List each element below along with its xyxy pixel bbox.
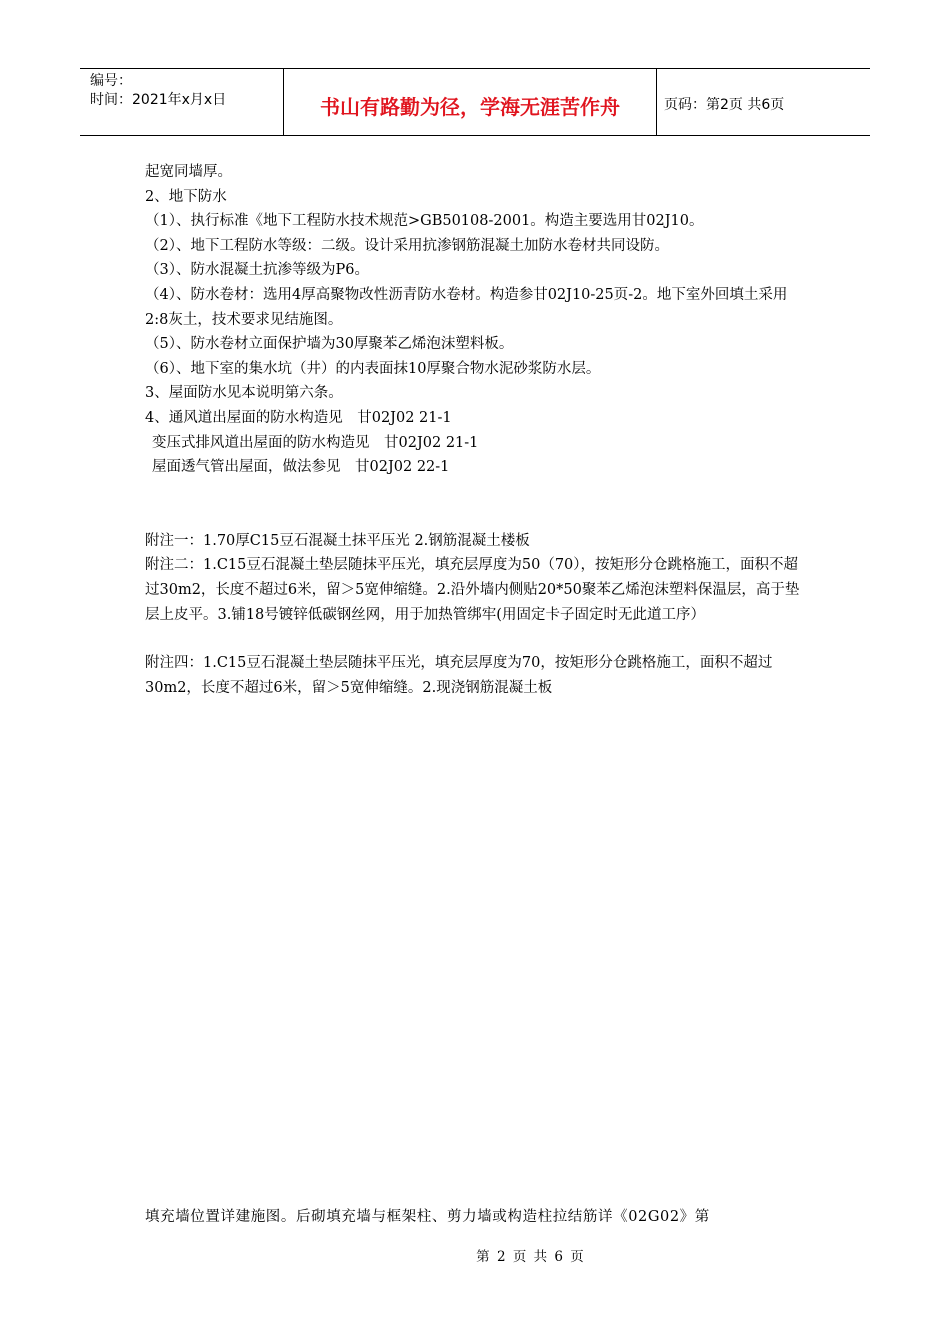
section-heading: 2、地下防水 bbox=[145, 188, 227, 205]
bottom-text-line: 填充墙位置详建施图。后砌填充墙与框架柱、剪力墙或构造柱拉结筋详《02G02》第 bbox=[145, 1209, 710, 1225]
header-meta bbox=[80, 69, 283, 135]
header-page-label: 页码：第2页 共6页 bbox=[664, 97, 785, 113]
text-line: （3）、防水混凝土抗渗等级为P6。 bbox=[145, 262, 369, 279]
text-line: 变压式排风道出屋面的防水构造见 甘02J02 21-1 bbox=[152, 434, 479, 451]
text-line: （1）、执行标准《地下工程防水技术规范>GB50108-2001。构造主要选用甘02J10。 bbox=[145, 213, 704, 230]
note-2: 附注二：1.C15豆石混凝土垫层随抹平压光，填充层厚度为50（70），按矩形分仓跳格施工，面积不超过30m2，长度不超过6米，留＞5宽伸缩缝。2.沿外墙内侧贴20*50聚苯乙烯泡沫塑料保温层，高于垫层上皮平。3.铺18号镀锌低碳钢丝网，用于加热管绑牢(用固定卡子固定时无此道工序） bbox=[145, 557, 800, 623]
page-header bbox=[80, 68, 870, 136]
text-line: （5）、防水卷材立面保护墙为30厚聚苯乙烯泡沫塑料板。 bbox=[145, 336, 514, 353]
text-line: （4）、防水卷材：选用4厚高聚物改性沥青防水卷材。构造参甘02J10-25页-2。地下室外回填土采用2:8灰土，技术要求见结施图。 bbox=[145, 286, 788, 328]
header-motto: 书山有路勤为径，学海无涯苦作舟 bbox=[283, 69, 657, 135]
text-line: 起宽同墙厚。 bbox=[145, 164, 232, 180]
text-line: （2）、地下工程防水等级：二级。设计采用抗渗钢筋混凝土加防水卷材共同设防。 bbox=[145, 237, 669, 254]
text-line: 屋面透气管出屋面，做法参见 甘02J02 22-1 bbox=[152, 459, 450, 476]
document-body bbox=[145, 160, 810, 700]
note-1: 附注一：1.70厚C15豆石混凝土抹平压光 2.钢筋混凝土楼板 bbox=[145, 532, 530, 549]
number-label: 编号： bbox=[90, 73, 132, 89]
text-line: （6）、地下室的集水坑（井）的内表面抹10厚聚合物水泥砂浆防水层。 bbox=[145, 360, 601, 377]
section-heading: 3、屋面防水见本说明第六条。 bbox=[145, 385, 343, 402]
page-number: 第 2 页 共 6 页 bbox=[476, 1249, 584, 1265]
note-4: 附注四：1.C15豆石混凝土垫层随抹平压光，填充层厚度为70，按矩形分仓跳格施工，面积不超过30m2，长度不超过6米，留＞5宽伸缩缝。2.现浇钢筋混凝土板 bbox=[145, 655, 773, 696]
section-heading: 4、通风道出屋面的防水构造见 甘02J02 21-1 bbox=[145, 409, 452, 426]
date-label: 时间：2021年x月x日 bbox=[90, 92, 227, 108]
